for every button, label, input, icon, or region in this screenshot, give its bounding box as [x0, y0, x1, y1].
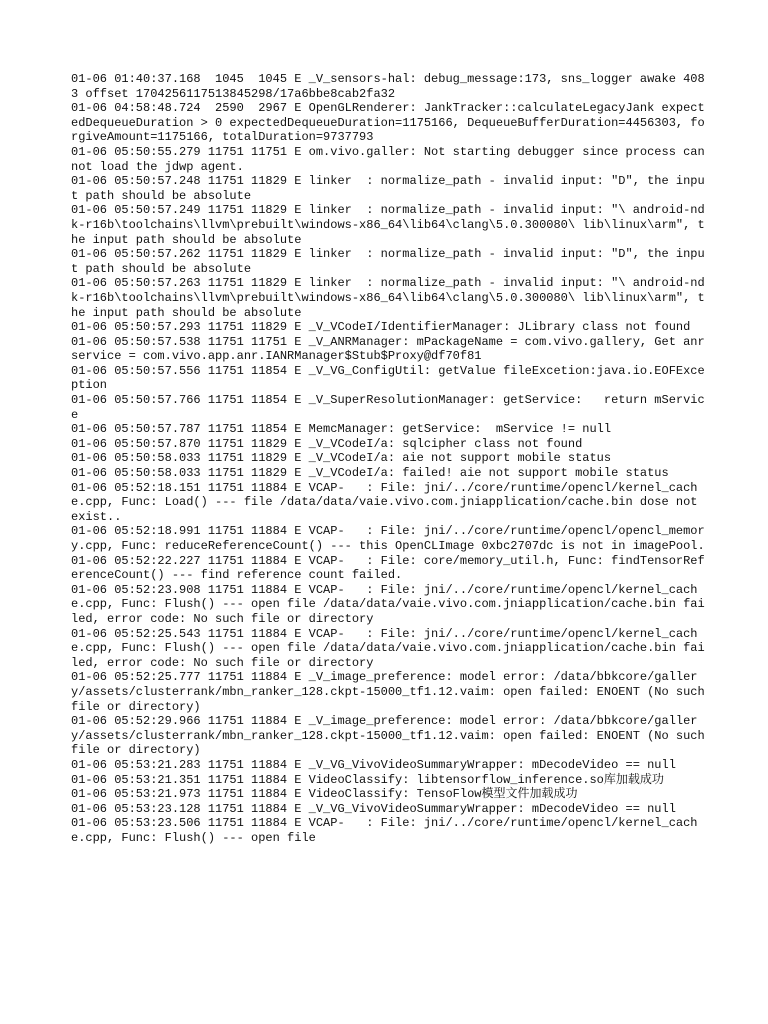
log-line: 01-06 04:58:48.724 2590 2967 E OpenGLRenderer: JankTracker::calculateLegacyJank expectedDequeueDuration > 0 expectedDequeueDuration=1175166, DequeueBufferDuration=4456303, forgiveAmount=1175166, totalDuration=9737793	[71, 101, 705, 145]
log-line: 01-06 05:53:21.351 11751 11884 E VideoClassify: libtensorflow_inference.so库加载成功	[71, 772, 664, 787]
log-line: 01-06 05:53:21.973 11751 11884 E VideoClassify: TensoFlow模型文件加载成功	[71, 787, 578, 802]
log-line: 01-06 05:50:57.870 11751 11829 E _V_VCodeI/a: sqlcipher class not found	[71, 436, 583, 451]
log-line: 01-06 05:52:25.777 11751 11884 E _V_image_preference: model error: /data/bbkcore/gallery/assets/clusterrank/mbn_ranker_128.ckpt-15000_tf1.12.vaim: open failed: ENOENT (No such file or directory)	[71, 670, 712, 714]
log-line: 01-06 05:52:25.543 11751 11884 E VCAP- : File: jni/../core/runtime/opencl/kernel_cache.cpp, Func: Flush() --- open file /data/data/vaie.vivo.com.jniapplication/cache.bin failed, error code: No such file or directory	[71, 626, 705, 670]
log-document	[71, 72, 711, 845]
log-line: 01-06 05:52:22.227 11751 11884 E VCAP- : File: core/memory_util.h, Func: findTensorReferenceCount() --- find reference count failed.	[71, 553, 705, 583]
log-line: 01-06 05:50:57.766 11751 11854 E _V_SuperResolutionManager: getService: return mService	[71, 393, 705, 422]
log-line: 01-06 05:52:18.151 11751 11884 E VCAP- : File: jni/../core/runtime/opencl/kernel_cache.cpp, Func: Load() --- file /data/data/vaie.vivo.com.jniapplication/cache.bin dose not exist..	[71, 480, 705, 524]
log-line: 01-06 05:53:23.506 11751 11884 E VCAP- : File: jni/../core/runtime/opencl/kernel_cache.cpp, Func: Flush() --- open file	[71, 816, 698, 845]
log-line: 01-06 05:50:57.263 11751 11829 E linker : normalize_path - invalid input: "\ android-ndk-r16b\toolchains\llvm\prebuilt\windows-x86_64\lib64\clang\5.0.300080\ lib\linux\arm", the input path should be absolute	[71, 276, 705, 320]
log-line: 01-06 05:53:23.128 11751 11884 E _V_VG_VivoVideoSummaryWrapper: mDecodeVideo == null	[71, 801, 676, 816]
log-line: 01-06 05:50:57.262 11751 11829 E linker : normalize_path - invalid input: "D", the input path should be absolute	[71, 247, 705, 276]
log-line: 01-06 05:50:57.556 11751 11854 E _V_VG_ConfigUtil: getValue fileExcetion:java.io.EOFException	[71, 363, 705, 393]
log-line: 01-06 05:50:58.033 11751 11829 E _V_VCodeI/a: aie not support mobile status	[71, 451, 612, 466]
log-line: 01-06 01:40:37.168 1045 1045 E _V_sensors-hal: debug_message:173, sns_logger awake 4083 offset 1704256117513845298/17a6bbe8cab2fa32	[71, 72, 705, 101]
log-line: 01-06 05:50:58.033 11751 11829 E _V_VCodeI/a: failed! aie not support mobile status	[71, 466, 669, 481]
log-line: 01-06 05:50:57.248 11751 11829 E linker : normalize_path - invalid input: "D", the input path should be absolute	[71, 174, 705, 203]
log-line: 01-06 05:50:57.787 11751 11854 E MemcManager: getService: mService != null	[71, 422, 612, 437]
log-line: 01-06 05:52:23.908 11751 11884 E VCAP- : File: jni/../core/runtime/opencl/kernel_cache.cpp, Func: Flush() --- open file /data/data/vaie.vivo.com.jniapplication/cache.bin failed, error code: No such file or directory	[71, 582, 705, 626]
log-line: 01-06 05:50:57.249 11751 11829 E linker : normalize_path - invalid input: "\ android-ndk-r16b\toolchains\llvm\prebuilt\windows-x86_64\lib64\clang\5.0.300080\ lib\linux\arm", the input path should be absolute	[71, 203, 705, 247]
log-line: 01-06 05:50:57.293 11751 11829 E _V_VCodeI/IdentifierManager: JLibrary class not found	[71, 320, 691, 335]
log-line: 01-06 05:52:18.991 11751 11884 E VCAP- : File: jni/../core/runtime/opencl/opencl_memory.cpp, Func: reduceReferenceCount() --- this OpenCLImage 0xbc2707dc is not in imagePool.	[71, 524, 705, 553]
log-line: 01-06 05:50:57.538 11751 11751 E _V_ANRManager: mPackageName = com.vivo.gallery, Get anr service = com.vivo.app.anr.IANRManager$Stub$Proxy@df70f81	[71, 334, 712, 364]
log-line: 01-06 05:52:29.966 11751 11884 E _V_image_preference: model error: /data/bbkcore/gallery/assets/clusterrank/mbn_ranker_128.ckpt-15000_tf1.12.vaim: open failed: ENOENT (No such file or directory)	[71, 714, 712, 758]
log-line: 01-06 05:50:55.279 11751 11751 E om.vivo.galler: Not starting debugger since process cannot load the jdwp agent.	[71, 144, 705, 174]
log-line: 01-06 05:53:21.283 11751 11884 E _V_VG_VivoVideoSummaryWrapper: mDecodeVideo == null	[71, 757, 676, 772]
